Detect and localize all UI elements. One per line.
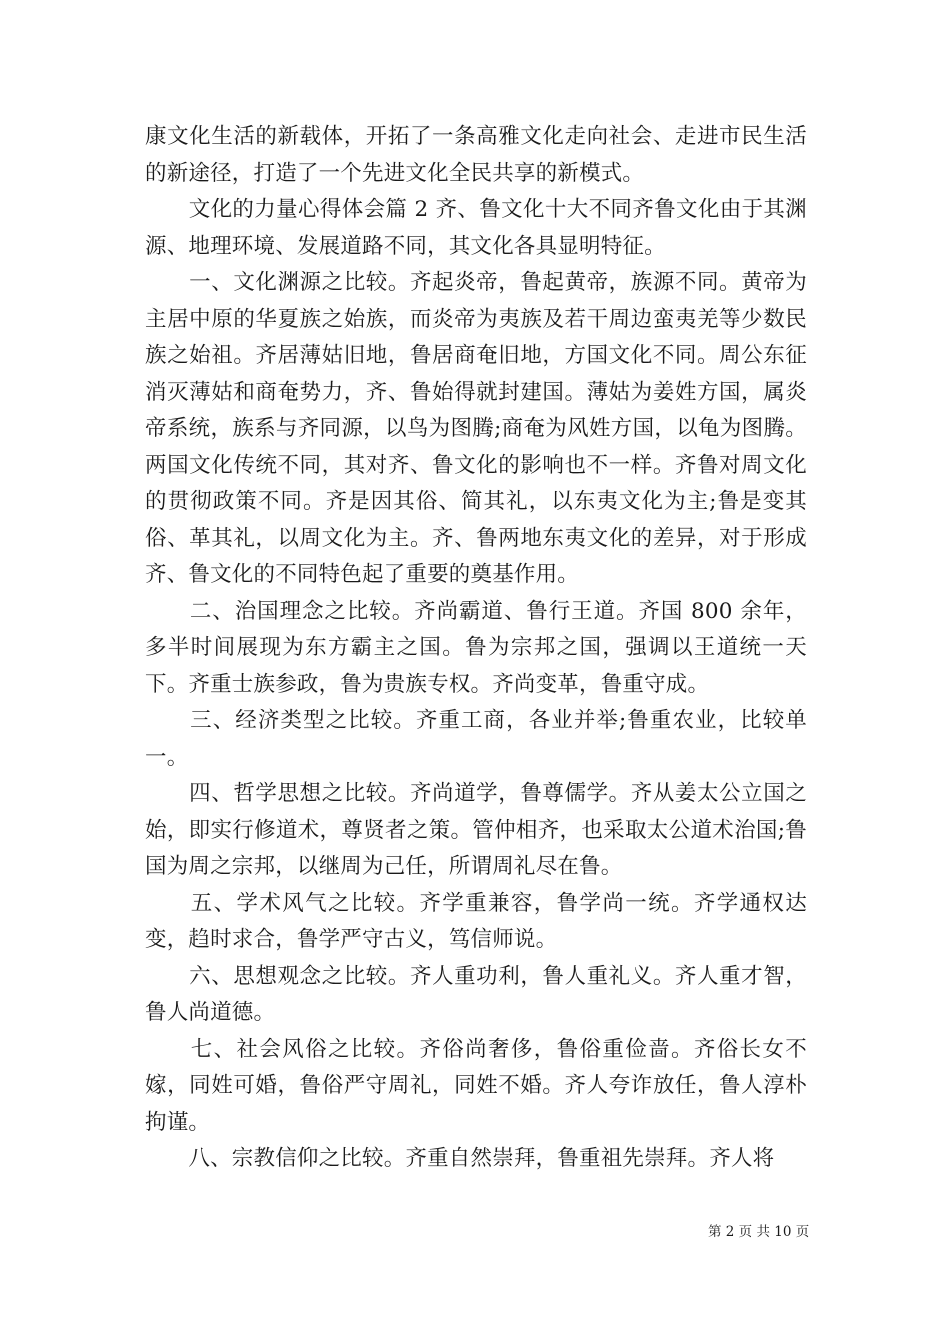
document-body [145,119,807,1178]
paragraph: 二、治国理念之比较。齐尚霸道、鲁行王道。齐国 800 余年，多半时间展现为东方霸主之国。鲁为宗邦之国，强调以王道统一天下。齐重士族参政，鲁为贵族专权。齐尚变革，鲁重守成。 [145,598,807,697]
paragraph: 六、思想观念之比较。齐人重功利，鲁人重礼义。齐人重才智，鲁人尚道德。 [145,963,807,1025]
paragraph: 四、哲学思想之比较。齐尚道学，鲁尊儒学。齐从姜太公立国之始，即实行修道术，尊贤者之策。管仲相齐，也采取太公道术治国;鲁国为周之宗邦，以继周为己任，所谓周礼尽在鲁。 [145,781,807,879]
paragraph: 康文化生活的新载体，开拓了一条高雅文化走向社会、走进市民生活的新途径，打造了一个先进文化全民共享的新模式。 [145,124,807,186]
paragraph: 七、社会风俗之比较。齐俗尚奢侈，鲁俗重俭啬。齐俗长女不嫁，同姓可婚，鲁俗严守周礼，同姓不婚。齐人夸诈放任，鲁人淳朴拘谨。 [145,1036,807,1135]
paragraph: 八、宗教信仰之比较。齐重自然崇拜，鲁重祖先崇拜。齐人将 [145,1146,775,1171]
paragraph: 文化的力量心得体会篇 2 齐、鲁文化十大不同齐鲁文化由于其渊源、地理环境、发展道路不同，其文化各具显明特征。 [145,197,807,259]
paragraph: 三、经济类型之比较。齐重工商，各业并举;鲁重农业，比较单一。 [145,708,807,770]
paragraph: 一、文化渊源之比较。齐起炎帝，鲁起黄帝，族源不同。黄帝为主居中原的华夏族之始族，而炎帝为夷族及若干周边蛮夷羌等少数民族之始祖。齐居薄姑旧地，鲁居商奄旧地，方国文化不同。周公东征消灭薄姑和商奄势力，齐、鲁始得就封建国。薄姑为姜姓方国，属炎帝系统，族系与齐同源，以鸟为图腾;商奄为风姓方国，以龟为图腾。两国文化传统不同，其对齐、鲁文化的影响也不一样。齐鲁对周文化的贯彻政策不同。齐是因其俗、简其礼，以东夷文化为主;鲁是变其俗、革其礼，以周文化为主。齐、鲁两地东夷文化的差异，对于形成齐、鲁文化的不同特色起了重要的奠基作用。 [145,270,807,587]
page-number: 第 2 页 共 10 页 [708,1224,810,1240]
paragraph: 五、学术风气之比较。齐学重兼容，鲁学尚一统。齐学通权达变，趋时求合，鲁学严守古义，笃信师说。 [145,890,807,952]
